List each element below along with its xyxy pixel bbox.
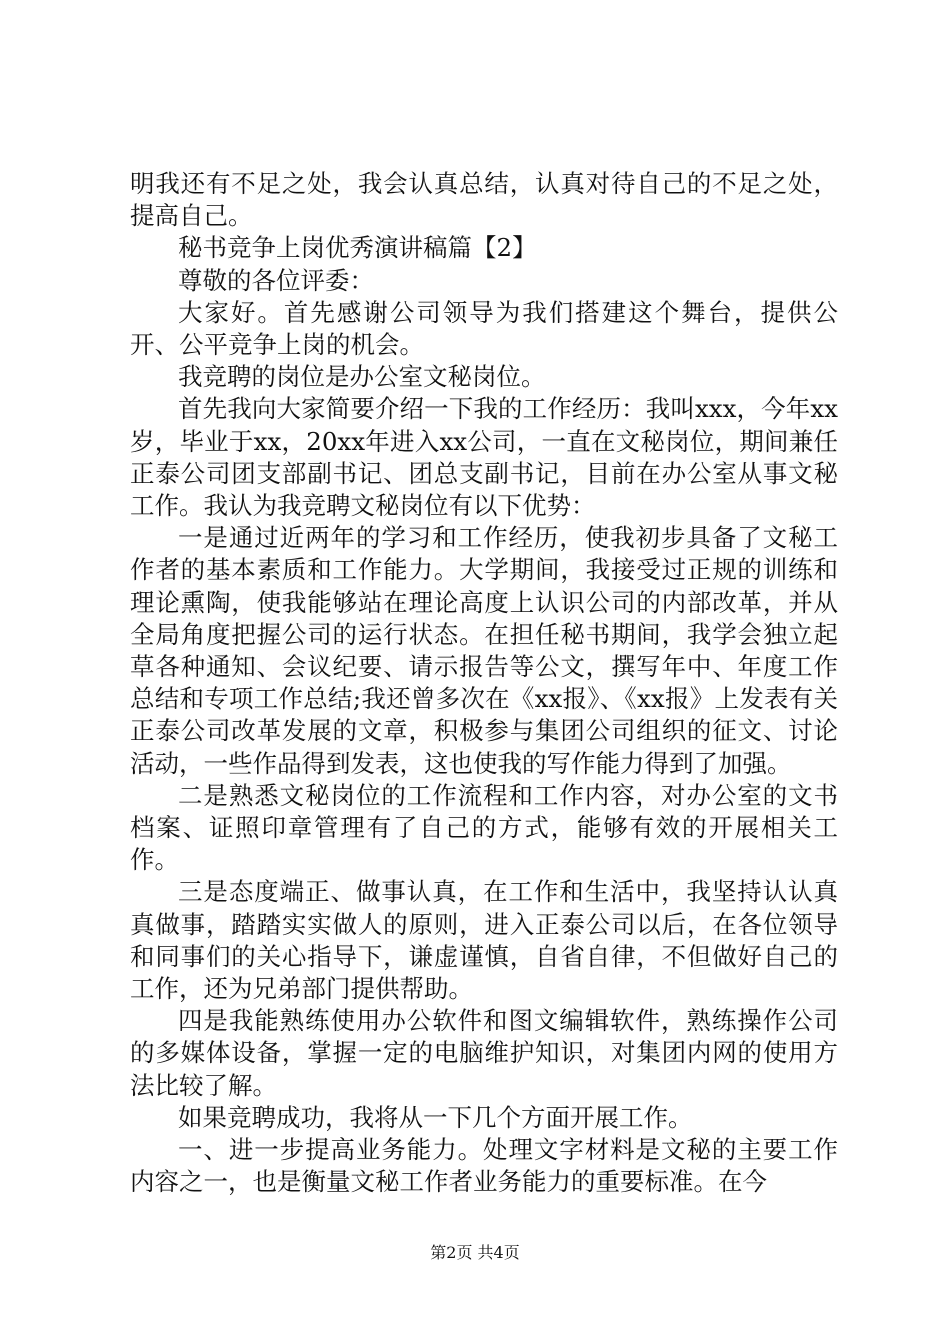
paragraph: 三是态度端正、做事认真，在工作和生活中，我坚持认认真真做事，踏踏实实做人的原则，进入正泰公司以后，在各位领导和同事们的关心指导下，谦虚谨慎，自省自律，不但做好自己的工作，还为兄弟部门提供帮助。	[130, 877, 838, 1004]
paragraph: 二是熟悉文秘岗位的工作流程和工作内容，对办公室的文书档案、证照印章管理有了自己的方式，能够有效的开展相关工作。	[130, 780, 838, 875]
paragraph: 一是通过近两年的学习和工作经历，使我初步具备了文秘工作者的基本素质和工作能力。大学期间，我接受过正规的训练和理论熏陶，使我能够站在理论高度上认识公司的内部改革，并从全局角度把握公司的运行状态。在担任秘书期间，我学会独立起草各种通知、会议纪要、请示报告等公文，撰写年中、年度工作总结和专项工作总结;我还曾多次在《xx报》、《xx报》上发表有关正泰公司改革发展的文章，积极参与集团公司组织的征文、讨论活动，一些作品得到发表，这也使我的写作能力得到了加强。	[130, 523, 838, 778]
paragraph: 明我还有不足之处，我会认真总结，认真对待自己的不足之处，提高自己。	[130, 169, 838, 231]
document-body	[130, 168, 838, 1199]
paragraph: 四是我能熟练使用办公软件和图文编辑软件，熟练操作公司的多媒体设备，掌握一定的电脑维护知识，对集团内网的使用方法比较了解。	[130, 1006, 838, 1100]
section-heading: 秘书竞争上岗优秀演讲稿篇【2】	[178, 233, 537, 263]
paragraph: 大家好。首先感谢公司领导为我们搭建这个舞台，提供公开、公平竞争上岗的机会。	[130, 297, 838, 360]
paragraph: 我竞聘的岗位是办公室文秘岗位。	[178, 362, 546, 392]
paragraph: 一、进一步提高业务能力。处理文字材料是文秘的主要工作内容之一，也是衡量文秘工作者业务能力的重要标准。在今	[130, 1135, 838, 1197]
salutation: 尊敬的各位评委：	[178, 265, 374, 295]
paragraph: 如果竞聘成功，我将从一下几个方面开展工作。	[178, 1102, 693, 1132]
page-number-footer: 第2页 共4页	[430, 1243, 520, 1262]
paragraph: 首先我向大家简要介绍一下我的工作经历：我叫xxx，今年xx岁，毕业于xx，20xx年进入xx公司，一直在文秘岗位，期间兼任正泰公司团支部副书记、团总支副书记，目前在办公室从事文秘工作。我认为我竞聘文秘岗位有以下优势：	[130, 394, 838, 521]
